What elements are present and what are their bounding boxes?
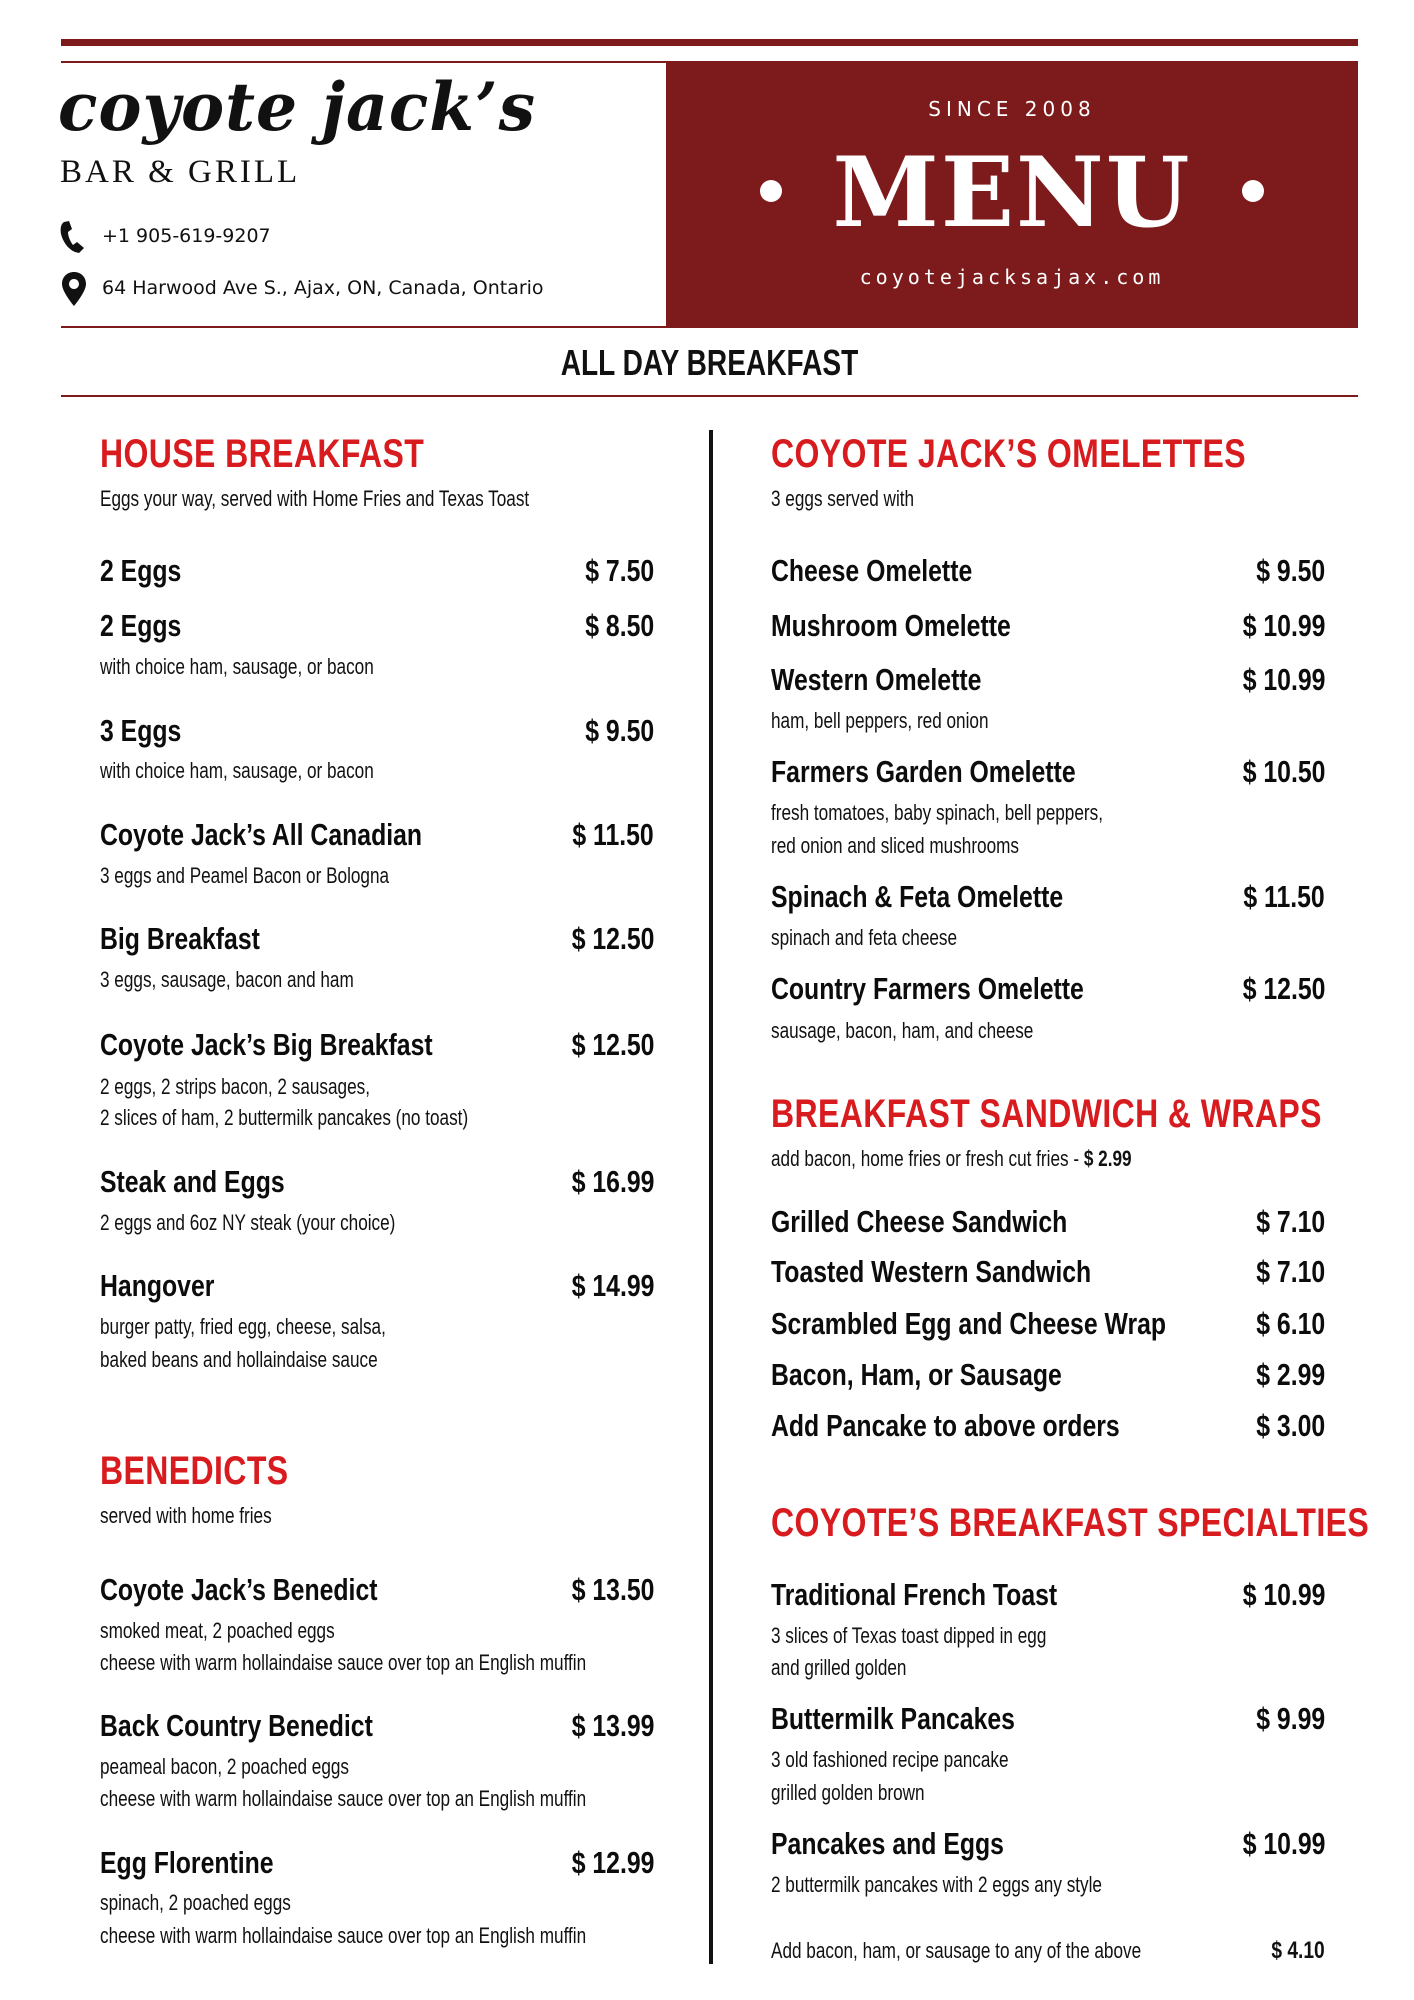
menu-item-price: $ 11.50 bbox=[1243, 879, 1325, 914]
title-rule bbox=[61, 395, 1358, 397]
menu-item-price: $ 9.50 bbox=[585, 713, 654, 748]
menu-item-desc: with choice ham, sausage, or bacon bbox=[100, 654, 374, 679]
menu-item-price: $ 10.99 bbox=[1242, 662, 1325, 697]
menu-item-price: $ 12.50 bbox=[1242, 971, 1325, 1006]
menu-item-desc: 2 buttermilk pancakes with 2 eggs any style bbox=[771, 1872, 1102, 1897]
section-title: HOUSE BREAKFAST bbox=[100, 432, 425, 476]
menu-item-name: Spinach & Feta Omelette bbox=[771, 879, 1064, 914]
addon-label: Add bacon, ham, or sausage to any of the above bbox=[771, 1938, 1142, 1963]
menu-item-price: $ 12.50 bbox=[571, 1027, 654, 1062]
menu-item-desc: peameal bacon, 2 poached eggs bbox=[100, 1754, 350, 1779]
menu-item-price: $ 10.99 bbox=[1242, 1577, 1325, 1612]
menu-item-desc: spinach and feta cheese bbox=[771, 925, 958, 950]
menu-item-name: Toasted Western Sandwich bbox=[771, 1254, 1092, 1289]
menu-item-name: Coyote Jack’s All Canadian bbox=[100, 817, 423, 852]
menu-item-name: Hangover bbox=[100, 1268, 215, 1303]
top-accent-bar bbox=[61, 39, 1358, 46]
menu-item-name: Bacon, Ham, or Sausage bbox=[771, 1357, 1062, 1392]
menu-item-name: Big Breakfast bbox=[100, 921, 260, 956]
section-subtitle: 3 eggs served with bbox=[771, 486, 915, 511]
menu-item-price: $ 3.00 bbox=[1256, 1408, 1325, 1443]
menu-item-name: Buttermilk Pancakes bbox=[771, 1701, 1015, 1736]
menu-item-price: $ 10.50 bbox=[1242, 754, 1325, 789]
menu-item-price: $ 9.99 bbox=[1256, 1701, 1325, 1736]
menu-item-name: Back Country Benedict bbox=[100, 1708, 373, 1743]
phone-number[interactable]: +1 905-619-9207 bbox=[102, 225, 271, 247]
menu-item-name: 2 Eggs bbox=[100, 608, 182, 643]
address: 64 Harwood Ave S., Ajax, ON, Canada, Ontario bbox=[102, 277, 544, 299]
menu-item-name: Egg Florentine bbox=[100, 1845, 274, 1880]
menu-item-price: $ 7.10 bbox=[1256, 1254, 1325, 1289]
menu-item-price: $ 12.99 bbox=[571, 1845, 654, 1880]
menu-item-price: $ 16.99 bbox=[571, 1164, 654, 1199]
menu-item-desc: smoked meat, 2 poached eggs bbox=[100, 1618, 335, 1643]
page-title: ALL DAY BREAKFAST bbox=[560, 342, 859, 383]
menu-item-desc: spinach, 2 poached eggs bbox=[100, 1890, 291, 1915]
section-subtitle-price: $ 2.99 bbox=[1083, 1146, 1132, 1171]
menu-item-name: Farmers Garden Omelette bbox=[771, 754, 1076, 789]
menu-item-name: Cheese Omelette bbox=[771, 553, 973, 588]
menu-item-desc: 2 eggs and 6oz NY steak (your choice) bbox=[100, 1210, 396, 1235]
menu-title-box bbox=[666, 61, 1358, 328]
menu-item-name: Western Omelette bbox=[771, 662, 982, 697]
menu-item-price: $ 10.99 bbox=[1242, 608, 1325, 643]
menu-item-price: $ 11.50 bbox=[572, 817, 654, 852]
menu-item-name: 3 Eggs bbox=[100, 713, 182, 748]
menu-item-desc: 3 eggs, sausage, bacon and ham bbox=[100, 967, 354, 992]
menu-item-name: Steak and Eggs bbox=[100, 1164, 285, 1199]
brand-subtitle: BAR & GRILL bbox=[60, 154, 301, 190]
menu-item-price: $ 14.99 bbox=[571, 1268, 654, 1303]
section-subtitle bbox=[771, 1145, 1132, 1173]
menu-item-name: Country Farmers Omelette bbox=[771, 971, 1084, 1006]
menu-item-price: $ 12.50 bbox=[571, 921, 654, 956]
menu-item-desc: ham, bell peppers, red onion bbox=[771, 708, 989, 733]
menu-item-name: Traditional French Toast bbox=[771, 1577, 1058, 1612]
menu-item-desc: and grilled golden bbox=[771, 1655, 907, 1680]
menu-item-price: $ 8.50 bbox=[585, 608, 654, 643]
menu-item-desc: baked beans and hollaindaise sauce bbox=[100, 1347, 378, 1372]
menu-item-desc: 3 eggs and Peamel Bacon or Bologna bbox=[100, 863, 390, 888]
phone-icon bbox=[60, 220, 86, 254]
column-divider bbox=[709, 430, 713, 1964]
section-subtitle: Eggs your way, served with Home Fries and Texas Toast bbox=[100, 486, 530, 511]
menu-item-name: Add Pancake to above orders bbox=[771, 1408, 1120, 1443]
section-title: BREAKFAST SANDWICH & WRAPS bbox=[771, 1092, 1322, 1136]
menu-item-desc: 3 slices of Texas toast dipped in egg bbox=[771, 1623, 1047, 1648]
since-label: SINCE 2008 bbox=[928, 97, 1096, 121]
menu-item-name: Pancakes and Eggs bbox=[771, 1826, 1004, 1861]
section-title: COYOTE JACK’S OMELETTES bbox=[771, 432, 1247, 476]
menu-item-desc: cheese with warm hollaindaise sauce over top an English muffin bbox=[100, 1923, 587, 1948]
menu-item-desc: sausage, bacon, ham, and cheese bbox=[771, 1018, 1034, 1043]
menu-item-name: 2 Eggs bbox=[100, 553, 182, 588]
menu-item-price: $ 7.50 bbox=[585, 553, 654, 588]
menu-item-desc: fresh tomatoes, baby spinach, bell peppers, bbox=[771, 800, 1103, 825]
menu-item-desc: red onion and sliced mushrooms bbox=[771, 833, 1020, 858]
menu-item-price: $ 7.10 bbox=[1256, 1204, 1325, 1239]
brand-name: coyote jack’s bbox=[58, 68, 536, 146]
menu-item-desc: 2 eggs, 2 strips bacon, 2 sausages, bbox=[100, 1074, 370, 1099]
menu-item-price: $ 10.99 bbox=[1242, 1826, 1325, 1861]
menu-item-desc: 2 slices of ham, 2 buttermilk pancakes (no toast) bbox=[100, 1105, 469, 1130]
header-bottom-rule bbox=[61, 326, 666, 328]
menu-item-price: $ 2.99 bbox=[1256, 1357, 1325, 1392]
menu-item-name: Scrambled Egg and Cheese Wrap bbox=[771, 1306, 1167, 1341]
menu-item-desc: grilled golden brown bbox=[771, 1780, 925, 1805]
menu-item-name: Coyote Jack’s Big Breakfast bbox=[100, 1027, 433, 1062]
bullet-dot-right bbox=[1242, 180, 1264, 202]
section-subtitle: served with home fries bbox=[100, 1503, 272, 1528]
menu-item-desc: cheese with warm hollaindaise sauce over top an English muffin bbox=[100, 1786, 587, 1811]
menu-item-desc: cheese with warm hollaindaise sauce over top an English muffin bbox=[100, 1650, 587, 1675]
menu-item-name: Mushroom Omelette bbox=[771, 608, 1011, 643]
addon-price: $ 4.10 bbox=[1271, 1937, 1325, 1964]
section-subtitle-text: add bacon, home fries or fresh cut fries - bbox=[771, 1146, 1084, 1171]
map-pin-icon bbox=[62, 272, 86, 306]
menu-item-price: $ 13.99 bbox=[571, 1708, 654, 1743]
menu-item-name: Grilled Cheese Sandwich bbox=[771, 1204, 1068, 1239]
section-title: BENEDICTS bbox=[100, 1449, 289, 1493]
menu-item-price: $ 13.50 bbox=[571, 1572, 654, 1607]
menu-item-desc: with choice ham, sausage, or bacon bbox=[100, 758, 374, 783]
menu-heading: MENU bbox=[832, 136, 1192, 249]
menu-item-name: Coyote Jack’s Benedict bbox=[100, 1572, 378, 1607]
menu-item-desc: 3 old fashioned recipe pancake bbox=[771, 1747, 1009, 1772]
website-link[interactable]: coyotejacksajax.com bbox=[859, 265, 1165, 289]
menu-item-price: $ 9.50 bbox=[1256, 553, 1325, 588]
menu-item-desc: burger patty, fried egg, cheese, salsa, bbox=[100, 1314, 386, 1339]
section-title: COYOTE’S BREAKFAST SPECIALTIES bbox=[771, 1501, 1370, 1545]
menu-item-price: $ 6.10 bbox=[1256, 1306, 1325, 1341]
